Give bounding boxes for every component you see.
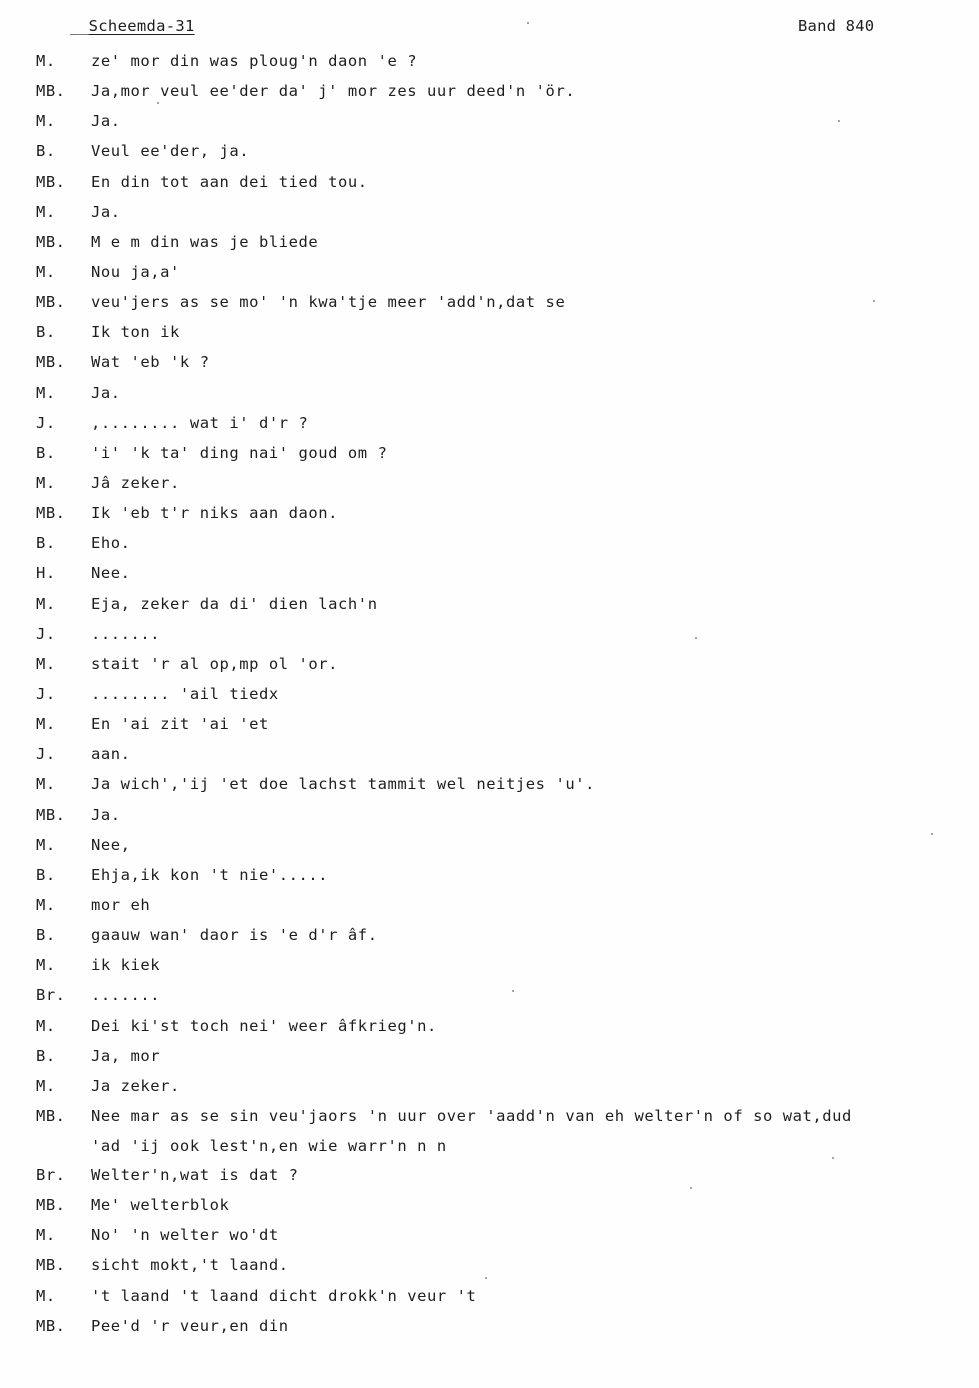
speaker-label: MB.: [36, 1106, 66, 1125]
transcript-line: [0, 804, 979, 834]
speaker-label: MB.: [36, 353, 66, 372]
transcript-line: [0, 171, 979, 201]
speaker-label: M.: [36, 594, 56, 613]
scan-speck: [838, 120, 840, 122]
speaker-label: M.: [36, 715, 56, 734]
utterance-text: ........ 'ail tiedx: [91, 684, 279, 703]
transcript-line: [0, 773, 979, 803]
utterance-text: En 'ai zit 'ai 'et: [91, 715, 269, 734]
utterance-text: .......: [91, 986, 161, 1005]
transcript-line: [0, 1194, 979, 1224]
tape-number: Band 840: [798, 17, 875, 35]
utterance-text: stait 'r al op,mp ol 'or.: [91, 654, 339, 673]
scan-speck: [527, 22, 529, 24]
transcript-line: [0, 231, 979, 261]
speaker-label: MB.: [36, 82, 66, 101]
utterance-text: Ja zeker.: [91, 1076, 180, 1095]
utterance-text: ik kiek: [91, 956, 161, 975]
scan-speck: [873, 300, 875, 302]
utterance-text: Ja.: [91, 805, 121, 824]
utterance-text: Nee,: [91, 835, 131, 854]
utterance-text: Nee.: [91, 564, 131, 583]
utterance-text: Welter'n,wat is dat ?: [91, 1166, 299, 1185]
utterance-text: Veul ee'der, ja.: [91, 142, 250, 161]
transcript-line: [0, 864, 979, 894]
utterance-text: Pee'd 'r veur,en din: [91, 1316, 289, 1335]
transcript-line: [0, 562, 979, 592]
speaker-label: M.: [36, 52, 56, 70]
transcript-line: [0, 924, 979, 954]
speaker-label: J.: [36, 413, 56, 432]
transcript-line: [0, 1285, 979, 1315]
transcript-line: [0, 1015, 979, 1045]
speaker-label: M.: [36, 654, 56, 673]
transcript-line: [0, 80, 979, 110]
speaker-label: MB.: [36, 1256, 66, 1275]
transcript-line: [0, 1315, 979, 1345]
transcript-line: [0, 50, 979, 80]
transcript-line: [0, 442, 979, 472]
utterance-text: Wat 'eb 'k ?: [91, 353, 210, 372]
utterance-text: Ja,mor veul ee'der da' j' mor zes uur deed'n 'ör.: [91, 82, 576, 101]
transcript-line: [0, 984, 979, 1014]
scan-speck: [512, 990, 514, 992]
utterance-text: Ehja,ik kon 't nie'.....: [91, 865, 329, 884]
utterance-text: aan.: [91, 745, 131, 764]
transcript-line: [0, 140, 979, 170]
transcript-line: [0, 291, 979, 321]
transcript-line: [0, 110, 979, 140]
speaker-label: B.: [36, 534, 56, 553]
speaker-label: MB.: [36, 504, 66, 523]
transcript-line: [0, 502, 979, 532]
speaker-label: MB.: [36, 1196, 66, 1215]
utterance-text: gaauw wan' daor is 'e d'r âf.: [91, 926, 378, 945]
scan-speck: [157, 102, 159, 104]
speaker-label: B.: [36, 323, 56, 342]
scan-speck: [931, 833, 933, 835]
transcript-line: [0, 412, 979, 442]
utterance-text: Jâ zeker.: [91, 473, 180, 492]
speaker-label: M.: [36, 775, 56, 794]
speaker-label: MB.: [36, 172, 66, 191]
utterance-text: Nou ja,a': [91, 262, 180, 281]
speaker-label: MB.: [36, 232, 66, 251]
utterance-text: sicht mokt,'t laand.: [91, 1256, 289, 1275]
utterance-text: Ik ton ik: [91, 323, 180, 342]
utterance-text: Ja wich','ij 'et doe lachst tammit wel neitjes 'u'.: [91, 775, 595, 794]
utterance-text: Ik 'eb t'r niks aan daon.: [91, 504, 339, 523]
transcript-line: [0, 1135, 979, 1164]
transcript-line: [0, 743, 979, 773]
scan-speck: [832, 1157, 834, 1159]
utterance-text: veu'jers as se mo' 'n kwa'tje meer 'add'n,dat se: [91, 293, 566, 312]
transcript-line: [0, 623, 979, 653]
transcript-line: [0, 201, 979, 231]
scan-speck: [695, 637, 697, 639]
title-prefix: __: [70, 17, 89, 35]
transcript-line: [0, 1075, 979, 1105]
speaker-label: J.: [36, 684, 56, 703]
page-header: [0, 17, 979, 41]
speaker-label: M.: [36, 1226, 56, 1245]
transcript-line: [0, 834, 979, 864]
speaker-label: J.: [36, 745, 56, 764]
utterance-text: ,........ wat i' d'r ?: [91, 413, 309, 432]
speaker-label: B.: [36, 443, 56, 462]
speaker-label: MB.: [36, 805, 66, 824]
speaker-label: B.: [36, 1046, 56, 1065]
speaker-label: H.: [36, 564, 56, 583]
utterance-text: M e m din was je bliede: [91, 232, 319, 251]
transcript-line: [0, 261, 979, 291]
transcript-line: [0, 653, 979, 683]
utterance-text: Ja.: [91, 383, 121, 402]
utterance-text: Eho.: [91, 534, 131, 553]
transcript-line: [0, 351, 979, 381]
utterance-text: ze' mor din was ploug'n daon 'e ?: [91, 52, 418, 70]
speaker-label: M.: [36, 1016, 56, 1035]
utterance-text: 'i' 'k ta' ding nai' goud om ?: [91, 443, 388, 462]
utterance-text: mor eh: [91, 895, 151, 914]
speaker-label: M.: [36, 473, 56, 492]
transcript-line: [0, 1105, 979, 1135]
scan-speck: [485, 1277, 487, 1279]
speaker-label: J.: [36, 624, 56, 643]
utterance-text: Ja, mor: [91, 1046, 161, 1065]
utterance-text: No' 'n welter wo'dt: [91, 1226, 279, 1245]
speaker-label: M.: [36, 835, 56, 854]
transcript-line: [0, 532, 979, 562]
speaker-label: M.: [36, 202, 56, 221]
transcript-line: [0, 1224, 979, 1254]
utterance-text: Nee mar as se sin veu'jaors 'n uur over 'aadd'n van eh welter'n of so wat,dud: [91, 1106, 852, 1125]
transcript-line: [0, 954, 979, 984]
scan-speck: [690, 1187, 692, 1189]
utterance-text: En din tot aan dei tied tou.: [91, 172, 368, 191]
speaker-label: MB.: [36, 293, 66, 312]
utterance-text: Dei ki'st toch nei' weer âfkrieg'n.: [91, 1016, 437, 1035]
speaker-label: M.: [36, 1286, 56, 1305]
speaker-label: M.: [36, 1076, 56, 1095]
transcript-line: [0, 1164, 979, 1194]
document-title: [70, 17, 195, 35]
speaker-label: Br.: [36, 1166, 66, 1185]
transcript-line: [0, 713, 979, 743]
speaker-label: M.: [36, 112, 56, 131]
speaker-label: M.: [36, 383, 56, 402]
utterance-text: Me' welterblok: [91, 1196, 230, 1215]
transcript-line: [0, 1045, 979, 1075]
transcript-line: [0, 894, 979, 924]
transcript-line: [0, 472, 979, 502]
speaker-label: B.: [36, 865, 56, 884]
utterance-text: .......: [91, 624, 161, 643]
utterance-text: 'ad 'ij ook lest'n,en wie warr'n n n: [91, 1137, 447, 1156]
utterance-text: Eja, zeker da di' dien lach'n: [91, 594, 378, 613]
title-text: Scheemda-31: [88, 17, 195, 35]
utterance-text: 't laand 't laand dicht drokk'n veur 't: [91, 1286, 477, 1305]
transcript-line: [0, 382, 979, 412]
transcript-line: [0, 683, 979, 713]
utterance-text: Ja.: [91, 112, 121, 131]
transcript-line: [0, 593, 979, 623]
utterance-text: Ja.: [91, 202, 121, 221]
speaker-label: MB.: [36, 1316, 66, 1335]
speaker-label: B.: [36, 926, 56, 945]
speaker-label: B.: [36, 142, 56, 161]
speaker-label: M.: [36, 895, 56, 914]
transcript-lines: [0, 50, 979, 1345]
speaker-label: M.: [36, 262, 56, 281]
speaker-label: Br.: [36, 986, 66, 1005]
transcript-line: [0, 1254, 979, 1284]
transcript-line: [0, 321, 979, 351]
speaker-label: M.: [36, 956, 56, 975]
